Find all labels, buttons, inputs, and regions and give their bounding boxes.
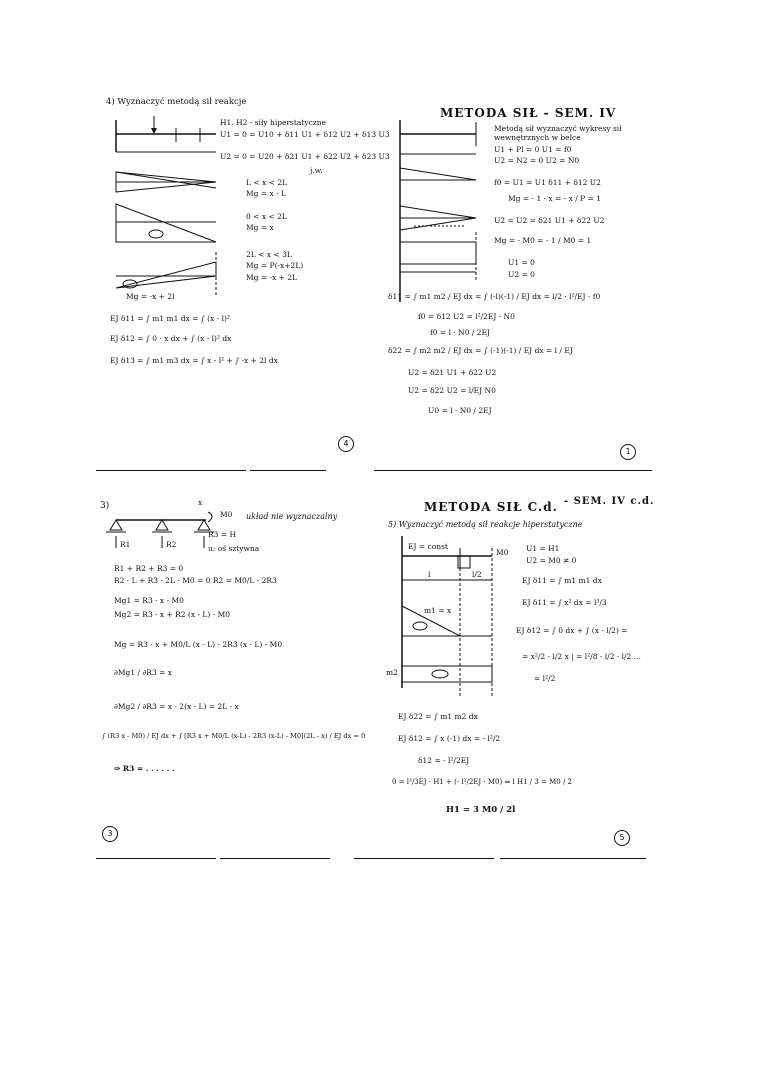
q4-line-3: j.w. <box>310 166 323 175</box>
q5-line-8: EJ δ12 = ∫ x (-1) dx = - l²/2 <box>398 734 501 743</box>
q3-label-r1: R1 <box>120 540 131 549</box>
q3-label-r2: R2 <box>166 540 177 549</box>
q4-line-8: 2L < x < 3L <box>246 250 292 259</box>
q1-line-4: f0 = U1 = U1 δ11 + δ12 U2 <box>494 178 601 187</box>
q5-label-m0: M0 <box>496 548 509 557</box>
q3-line-1: R2 · L + R3 · 2L - M0 = 0 R2 = M0/L - 2R3 <box>114 576 277 585</box>
q3-line-4: Mg = R3 · x + M0/L (x - L) - 2R3 (x - L) - M0 <box>114 640 283 649</box>
q5-label-ej: EJ = const <box>408 542 448 551</box>
q1-title: METODA SIŁ - SEM. IV <box>440 106 617 120</box>
q5-line-2: EJ δ11 = ∫ m1 m1 dx <box>522 576 602 585</box>
q1-line-2: U1 + Pl = 0 U1 = f0 <box>494 145 572 154</box>
q5-label-m2: m2 <box>386 668 398 677</box>
q5-label-m1: m1 = x <box>424 606 452 615</box>
q4-line-12: EJ δ11 = ∫ m1 m1 dx = ∫ (x - l)² <box>110 314 230 323</box>
q3-label-m0: M0 <box>220 510 233 519</box>
q1-line-1: wewnętrznych w belce <box>494 133 581 142</box>
q1-line-6: U2 = U2 = δ21 U1 + δ22 U2 <box>494 216 605 225</box>
q3-line-5: ∂Mg1 / ∂R3 = x <box>114 668 173 677</box>
q1-line-3: U2 = N2 = 0 U2 = N0 <box>494 156 580 165</box>
q4-line-6: 0 < x < 2L <box>246 212 287 221</box>
q3-line-2: Mg1 = R3 · x - M0 <box>114 596 184 605</box>
q3-line-6: ∂Mg2 / ∂R3 = x - 2(x - L) = 2L - x <box>114 702 239 711</box>
q5-line-1: U2 = M0 ≠ 0 <box>526 556 577 565</box>
q4-line-11: Mg = -x + 2l <box>126 292 175 301</box>
q3-line-3: Mg2 = R3 · x + R2 (x - L) - M0 <box>114 610 231 619</box>
q4-line-1: U1 = 0 = U10 + δ11 U1 + δ12 U2 + δ13 U3 <box>220 130 390 139</box>
q4-line-2: U2 = 0 = U20 + δ21 U1 + δ22 U2 + δ23 U3 <box>220 152 390 161</box>
q1-line-7: Mg = - M0 = - 1 / M0 = 1 <box>494 236 592 245</box>
q5-sem: - SEM. IV c.d. <box>564 496 655 507</box>
q5-line-3: EJ δ11 = ∫ x² dx = l³/3 <box>522 598 607 607</box>
q5-line-9: δ12 = - l²/2EJ <box>418 756 470 765</box>
q4-beam-diagrams <box>96 92 378 460</box>
q5-page-number: 5 <box>614 830 630 846</box>
q3-page-number: 3 <box>102 826 118 842</box>
q4-line-0: H1, H2 - siły hiperstatyczne <box>220 118 327 127</box>
q1-line-5: Mg = - 1 · x = - x / P = 1 <box>508 194 601 203</box>
q5-line-7: EJ δ22 = ∫ m1 m2 dx <box>398 712 478 721</box>
q4-line-4: L < x < 2L <box>246 178 288 187</box>
q5-line-6: = l²/2 <box>534 674 556 683</box>
q3-line-0: R1 + R2 + R3 = 0 <box>114 564 184 573</box>
q3-label-r3: R3 = H <box>208 530 237 539</box>
q4-line-5: Mg = x - L <box>246 189 287 198</box>
q5-line-0: U1 = H1 <box>526 544 560 553</box>
quadrant-5 <box>384 488 660 848</box>
quadrant-4 <box>96 92 390 460</box>
q1-line-12: f0 = l · N0 / 2EJ <box>430 328 491 337</box>
rule-bottom-right-a <box>354 858 494 859</box>
q4-title: 4) Wyznaczyć metodą sił reakcje <box>106 97 247 107</box>
rule-bottom-left-a <box>96 858 216 859</box>
q4-line-14: EJ δ13 = ∫ m1 m3 dx = ∫ x - l² + ∫ -x + 2l dx <box>110 356 278 365</box>
q3-note: układ nie wyznaczalny <box>246 512 338 521</box>
q4-line-13: EJ δ12 = ∫ 0 · x dx + ∫ (x - l)² dx <box>110 334 232 343</box>
q1-line-13: δ22 = ∫ m2 m2 / EJ dx = ∫ (-1)(-1) / EJ dx = l / EJ <box>388 346 573 355</box>
rule-top-left-a <box>96 470 246 471</box>
q4-line-7: Mg = x <box>246 223 274 232</box>
q5-title: METODA SIŁ C.d. <box>424 500 558 514</box>
q5-line-5: = x²/2 - l/2 x | = l²/8 - l/2 · l/2 ... <box>522 652 641 661</box>
rule-top-right <box>374 470 652 471</box>
q3-line-8: ⇒ R3 = . . . . . . <box>114 764 175 773</box>
q1-line-8: U1 = 0 <box>508 258 535 267</box>
q5-label-l-half: l/2 <box>472 570 482 579</box>
q3-line-7: ∫ (R3 x - M0) / EJ dx + ∫ [R3 x + M0/L (x-L) - 2R3 (x-L) - M0](2L - x) / EJ dx = 0 <box>102 732 366 740</box>
q1-page-number: 1 <box>620 444 636 460</box>
q1-line-9: U2 = 0 <box>508 270 535 279</box>
q5-task: 5) Wyznaczyć metodą sił reakcje hiperstatyczne <box>388 520 583 529</box>
q5-line-4: EJ δ12 = ∫ 0 dx + ∫ (x - l/2) = <box>516 626 628 635</box>
q5-label-l: l <box>428 570 431 579</box>
q3-label-axis: u: oś sztywna <box>208 544 260 553</box>
q3-label-x: x <box>198 498 203 507</box>
q4-line-10: Mg = -x + 2L <box>246 273 298 282</box>
q5-line-11: H1 = 3 M0 / 2l <box>446 805 516 815</box>
q1-line-16: U0 = l · N0 / 2EJ <box>428 406 492 415</box>
q1-line-14: U2 = δ21 U1 + δ22 U2 <box>408 368 497 377</box>
q1-line-11: f0 = δ12 U2 = l²/2EJ · N0 <box>418 312 515 321</box>
q5-line-10: 0 = l³/3EJ · H1 + (- l²/2EJ · M0) ⇒ l H1 / 3 = M0 / 2 <box>392 778 573 786</box>
q1-line-0: Metodą sił wyznaczyć wykresy sił <box>494 124 622 133</box>
quadrant-1 <box>384 92 660 460</box>
rule-bottom-left-b <box>220 858 330 859</box>
q4-line-9: Mg = P(-x+2L) <box>246 261 304 270</box>
q1-line-15: U2 = δ22 U2 = l/EJ N0 <box>408 386 496 395</box>
q1-line-10: δ11 = ∫ m1 m2 / EJ dx = ∫ (-l)(-1) / EJ dx = l/2 · l²/EJ · f0 <box>388 292 601 301</box>
quadrant-3 <box>96 488 366 848</box>
rule-bottom-right-b <box>500 858 646 859</box>
rule-top-left-b <box>250 470 326 471</box>
q4-page-number: 4 <box>338 436 354 452</box>
q3-title: 3) <box>100 501 110 511</box>
